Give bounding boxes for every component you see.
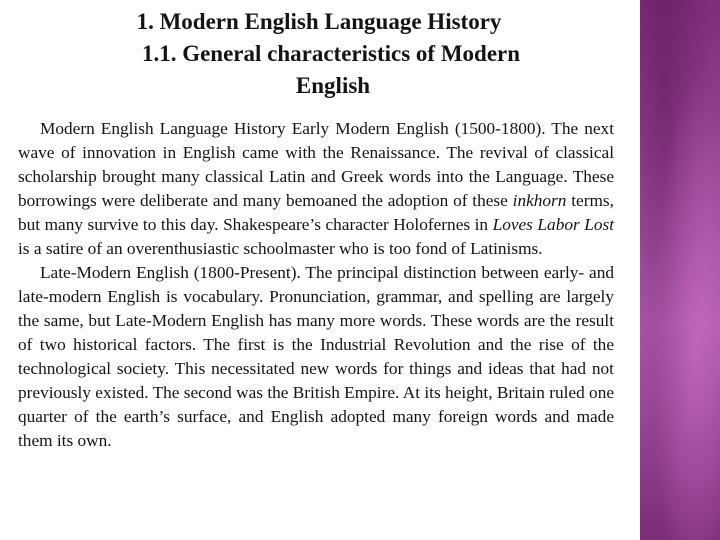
paragraph-late-modern: Late-Modern English (1800-Present). The principal distinction between early- and late-modern English is vocabulary. Pronunciation, grammar, and spelling are largely the same, but Late-Modern English has many more words. These words are the result of two historical factors. The first is the Industrial Revolution and the rise of the technological society. This necessitated new words for things and ideas that had not previously existed. The second was the British Empire. At its height, Britain ruled one quarter of the earth’s surface, and English adopted many foreign words and made them its own. xyxy=(18,263,614,450)
term-inkhorn: inkhorn xyxy=(512,191,567,210)
paragraph-1-text-c: is a satire of an overenthusiastic schoolmaster who is too fond of Latinisms. xyxy=(18,239,543,258)
title-line-1: 1. Modern English Language History xyxy=(136,9,502,34)
slide-title xyxy=(0,6,640,102)
play-title: Loves Labor Lost xyxy=(492,215,614,234)
decorative-sidebar xyxy=(640,0,720,540)
paragraph-1-text-b: terms, but many survive to this day. Shakespeare’s character Holofernes in xyxy=(18,191,614,234)
paragraph-1-text-a: Modern English Language History Early Modern English (1500-1800). The next wave of innovation in English came with the Renaissance. The revival of classical scholarship brought many classical Latin and Greek words into the Language. These borrowings were deliberate and many bemoaned the adoption of these xyxy=(18,119,614,210)
slide-body xyxy=(18,117,614,453)
title-line-2: 1.1. General characteristics of Modern xyxy=(141,41,521,66)
title-line-3: English xyxy=(295,73,371,98)
paragraph-early-modern xyxy=(18,117,614,261)
